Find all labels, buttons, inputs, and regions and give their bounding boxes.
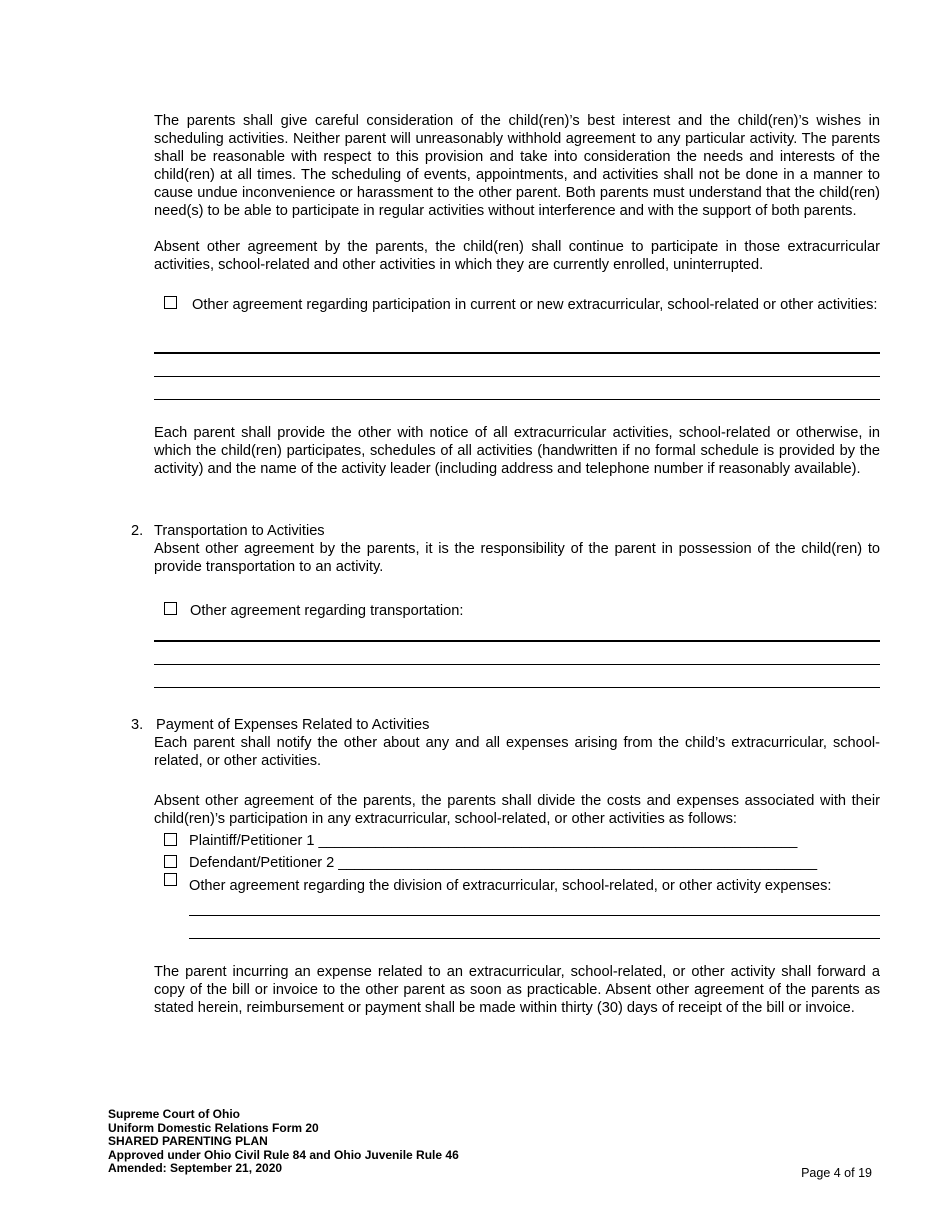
intro-absent-paragraph: Absent other agreement by the parents, the child(ren) shall continue to participate in those extracurricular activities, school-related and other activities in which they are currently enrolled, uninterrupted. <box>154 239 880 273</box>
other-agreement-participation-label: Other agreement regarding participation in current or new extracurricular, school-related or other activities: <box>192 297 878 313</box>
footer-plan: SHARED PARENTING PLAN <box>108 1134 268 1148</box>
transportation-answer-line-2[interactable] <box>154 664 880 665</box>
section-3-number: 3. <box>131 717 144 733</box>
footer-court: Supreme Court of Ohio <box>108 1107 240 1121</box>
defendant-petitioner-2-checkbox[interactable] <box>164 855 177 868</box>
plaintiff-petitioner-1-label: Plaintiff/Petitioner 1 ___________________________________________________________ <box>189 833 798 849</box>
other-agreement-transportation-label: Other agreement regarding transportation: <box>190 603 464 619</box>
footer-form: Uniform Domestic Relations Form 20 <box>108 1120 319 1135</box>
footer-amended: Amended: September 21, 2020 <box>108 1161 283 1175</box>
section-3-body: Each parent shall notify the other about any and all expenses arising from the child’s extracurricular, school-related, or other activities. <box>154 735 880 769</box>
participation-answer-line-3[interactable] <box>154 399 880 400</box>
page-number: Page 4 of 19 <box>801 1166 872 1180</box>
section-3-absent-paragraph: Absent other agreement of the parents, the parents shall divide the costs and expenses associated with their child(ren)’s participation in any extracurricular, school-related, or other activities as follows: <box>154 793 880 827</box>
other-expense-agreement-label: Other agreement regarding the division of extracurricular, school-related, or other activity expenses: <box>189 878 832 894</box>
other-agreement-transportation-checkbox[interactable] <box>164 602 177 615</box>
section-3-title: Payment of Expenses Related to Activities <box>156 717 430 733</box>
expense-answer-line-1[interactable] <box>189 915 880 916</box>
section-2-number: 2. <box>131 523 144 539</box>
notice-paragraph: Each parent shall provide the other with notice of all extracurricular activities, school-related or otherwise, in which the child(ren) participates, schedules of all activities (handwritten if no formal schedule is provided by the activity) and the name of the activity leader (including address and telephone number if reasonably available). <box>154 425 880 477</box>
participation-answer-line-2[interactable] <box>154 376 880 377</box>
footer-block <box>108 1108 459 1176</box>
plaintiff-petitioner-1-checkbox[interactable] <box>164 833 177 846</box>
transportation-answer-line-3[interactable] <box>154 687 880 688</box>
section-2-title: Transportation to Activities <box>154 523 325 539</box>
other-agreement-participation-checkbox[interactable] <box>164 296 177 309</box>
defendant-petitioner-2-label: Defendant/Petitioner 2 ___________________________________________________________ <box>189 855 818 871</box>
intro-paragraph: The parents shall give careful consideration of the child(ren)’s best interest and the child(ren)’s wishes in scheduling activities. Neither parent will unreasonably withhold agreement to any particular activity. The parents shall be reasonable with respect to this provision and take into consideration the needs and interests of the child(ren) at all times. The scheduling of events, appointments, and activities shall not be done in a manner to cause undue inconvenience or harassment to the other parent. Both parents must understand that the child(ren) need(s) to be able to participate in regular activities without interference and with the support of both parents. <box>154 113 880 219</box>
section-2-body: Absent other agreement by the parents, it is the responsibility of the parent in possession of the child(ren) to provide transportation to an activity. <box>154 541 880 575</box>
other-expense-agreement-checkbox[interactable] <box>164 873 177 886</box>
expense-answer-line-2[interactable] <box>189 938 880 939</box>
transportation-answer-line-1[interactable] <box>154 640 880 642</box>
footer-approved: Approved under Ohio Civil Rule 84 and Ohio Juvenile Rule 46 <box>108 1147 459 1162</box>
closing-paragraph: The parent incurring an expense related to an extracurricular, school-related, or other activity shall forward a copy of the bill or invoice to the other parent as soon as practicable. Absent other agreement of the parents as stated herein, reimbursement or payment shall be made within thirty (30) days of receipt of the bill or invoice. <box>154 964 880 1016</box>
participation-answer-line-1[interactable] <box>154 352 880 354</box>
